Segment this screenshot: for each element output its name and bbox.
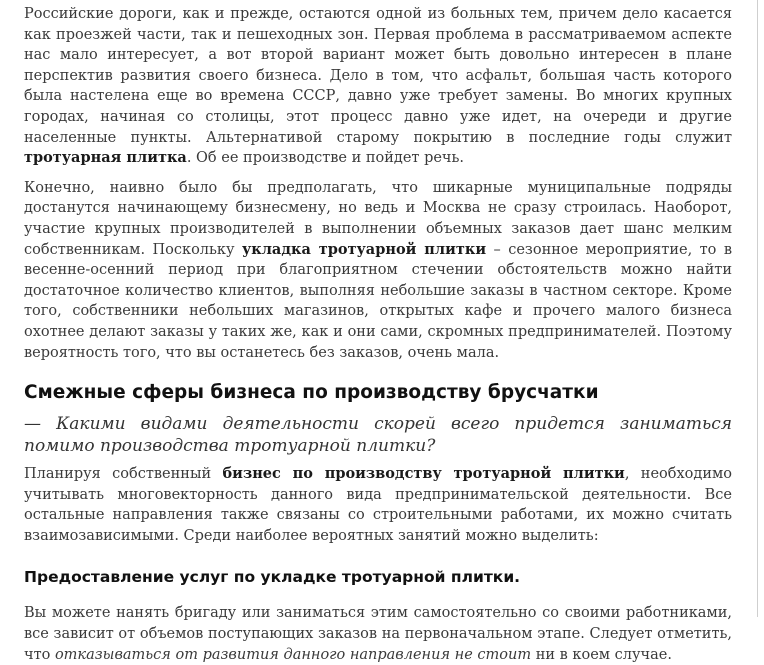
- fourth-paragraph-emphasis: отказываться от развития данного направления не стоит: [54, 646, 532, 663]
- question-quote: — Какими видами деятельности скорей всего придется заниматься помимо производства тротуарной плитки?: [24, 414, 732, 456]
- article-body: [24, 4, 732, 665]
- fourth-paragraph-text-end: ни в коем случае.: [531, 646, 672, 663]
- third-paragraph: [24, 464, 732, 546]
- third-paragraph-text-end: , необходимо учитывать многовекторность данного вида предпринимательской деятельности. Все остальные направления также связаны со строительными работами, их можно считать взаимозависимыми. Среди наиболее вероятных занятий можно выделить:: [24, 466, 732, 544]
- fourth-paragraph-text: Вы можете нанять бригаду или заниматься этим самостоятельно со своими работниками, все зависит от объемов поступающих заказов на первоначальном этапе. Следует отметить, что: [24, 605, 732, 663]
- second-paragraph-keyword: укладка тротуарной плитки: [241, 240, 487, 258]
- third-paragraph-keyword: бизнес по производству тротуарной плитки: [222, 465, 625, 483]
- page-border: [757, 0, 758, 617]
- intro-paragraph-text: Российские дороги, как и прежде, остаются одной из больных тем, причем дело касается как проезжей части, так и пешеходных зон. Первая проблема в рассматриваемом аспекте нас мало интересует, а вот второй вариант может быть довольно интересен в плане перспектив развития своего бизнеса. Дело в том, что асфальт, большая часть которого была настелена еще во времена СССР, давно уже требует замены. Во многих крупных городах, начиная со столицы, этот процесс давно уже идет, на очереди и другие населенные пункты. Альтернативой старому покрытию в последние годы служит: [24, 6, 732, 146]
- second-paragraph-text-end: – сезонное мероприятие, то в весенне-осенний период при благоприятном стечении обстоятельств можно найти достаточное количество клиентов, выполняя небольшие заказы в частном секторе. Кроме того, собственники небольших магазинов, открытых кафе и прочего малого бизнеса охотнее делают заказы у таких же, как и они сами, скромных предпринимателей. Поэтому вероятность того, что вы останетесь без заказов, очень мала.: [24, 241, 732, 361]
- second-paragraph-text: Конечно, наивно было бы предполагать, что шикарные муниципальные подряды достанутся начинающему бизнесмену, но ведь и Москва не сразу строилась. Наоборот, участие крупных производителей в выполнении объемных заказов дает шанс мелким собственникам. Поскольку: [24, 179, 732, 258]
- fourth-paragraph: [24, 603, 732, 665]
- intro-paragraph-keyword: тротуарная плитка: [24, 149, 187, 167]
- intro-paragraph-text-end: . Об ее производстве и пойдет речь.: [186, 150, 465, 167]
- third-paragraph-text: Планируя собственный: [24, 466, 223, 483]
- second-paragraph: [24, 178, 732, 363]
- subsection-heading: Предоставление услуг по укладке тротуарной плитки.: [24, 568, 521, 587]
- section-heading: Смежные сферы бизнеса по производству брусчатки: [24, 382, 599, 404]
- intro-paragraph: [24, 4, 732, 169]
